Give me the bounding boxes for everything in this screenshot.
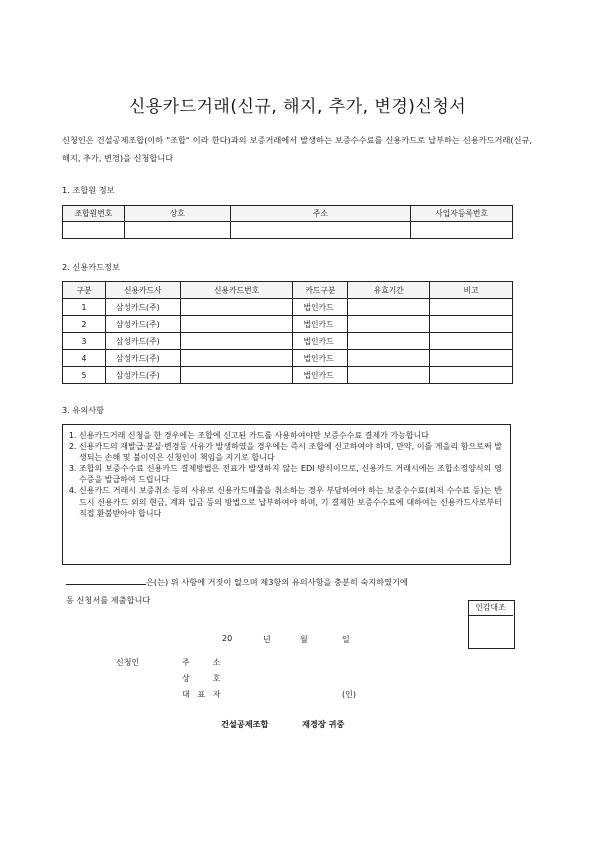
note-item: 1. 신용카드거래 신청을 한 경우에는 조합에 신고된 카드를 사용하여야만 보증수수료 결제가 가능합니다 [79,430,502,441]
header-card-number: 신용카드번호 [180,282,293,299]
business-reg-field[interactable] [411,222,513,239]
section2-heading: 2. 신용카드정보 [62,262,120,272]
section3-heading: 3. 유의사항 [62,405,105,415]
card-company: 삼성카드(주) [105,350,180,367]
remarks-field[interactable] [430,316,513,333]
date-year: 년 [263,635,271,644]
credit-card-table [62,281,513,384]
expiry-field[interactable] [348,350,430,367]
seal-mark: (인) [342,690,356,699]
declaration-line2: 동 신청서를 제출합니다 [66,595,151,605]
header-no: 구분 [63,282,106,299]
table-row [63,299,513,316]
card-number-field[interactable] [180,333,293,350]
row-no: 4 [63,350,106,367]
date-year-prefix: 20 [222,634,233,643]
applicant-name-blank[interactable] [66,575,146,585]
notes-box [62,424,511,565]
expiry-field[interactable] [348,316,430,333]
card-number-field[interactable] [180,299,293,316]
table-row [63,333,513,350]
applicant-company-label: 상 호 [182,674,221,683]
expiry-field[interactable] [348,333,430,350]
card-number-field[interactable] [180,316,293,333]
recipient-org: 건설공제조합 [221,719,269,729]
table-row [63,350,513,367]
applicant-label: 신청인 [116,658,140,667]
row-no: 1 [63,299,106,316]
header-card-type: 카드구분 [293,282,348,299]
header-expiry: 유효기간 [348,282,430,299]
header-card-company: 신용카드사 [105,282,180,299]
member-info-table [62,205,513,239]
header-business-reg-number: 사업자등록번호 [411,206,513,222]
card-number-field[interactable] [180,367,293,384]
note-item: 4. 신용카드 거래시 보증취소 등의 사유로 신용카드매출을 취소하는 경우 부담하여야 하는 보증수수료(최저 수수료 등)는 반드시 신용카드 외의 현금, 계좌 입금 등의 방법으로 납부하여야 하며, 기 결제한 보증수수료에 대하여는 신용카드사로부터 직접 환불받아야 합니다 [79,485,502,518]
header-company: 상호 [124,206,230,222]
header-member-number: 조합원번호 [63,206,125,222]
row-no: 2 [63,316,106,333]
intro-text: 신청인은 건설공제조합(이하 "조합" 이라 한다)과의 보증거래에서 발생하는 보증수수료를 신용카드로 납부하는 신용카드거래(신규, 해지, 추가, 변경)을 신청합니다 [62,135,532,163]
card-type: 법인카드 [293,367,348,384]
date-month: 월 [300,635,308,644]
card-company: 삼성카드(주) [105,367,180,384]
card-company: 삼성카드(주) [105,316,180,333]
card-type: 법인카드 [293,316,348,333]
remarks-field[interactable] [430,299,513,316]
seal-check-label: 인감대조 [468,600,513,616]
expiry-field[interactable] [348,367,430,384]
row-no: 5 [63,367,106,384]
company-field[interactable] [124,222,230,239]
section1-heading: 1. 조합원 정보 [62,185,115,195]
card-type: 법인카드 [293,299,348,316]
declaration-line1: 은(는) 위 사항에 거짓이 없으며 제3항의 유의사항을 충분히 숙지하였기에 [146,577,408,587]
card-company: 삼성카드(주) [105,333,180,350]
remarks-field[interactable] [430,367,513,384]
table-row [63,222,513,239]
table-row [63,316,513,333]
card-type: 법인카드 [293,333,348,350]
row-no: 3 [63,333,106,350]
document-title: 신용카드거래(신규, 해지, 추가, 변경)신청서 [128,97,467,117]
recipient-title: 재경장 귀중 [302,719,345,729]
table-row [63,367,513,384]
remarks-field[interactable] [430,333,513,350]
remarks-field[interactable] [430,350,513,367]
card-number-field[interactable] [180,350,293,367]
applicant-address-label: 주 소 [182,658,221,667]
note-item: 2. 신용카드의 재발급·분실·변경등 사유가 발생하였을 경우에는 즉시 조합에 신고하여야 하며, 만약, 이를 게을리 함으로써 발생되는 손해 및 불이익은 신청인이 책임을 지기로 합니다 [79,441,502,463]
expiry-field[interactable] [348,299,430,316]
address-field[interactable] [230,222,411,239]
card-type: 법인카드 [293,350,348,367]
card-company: 삼성카드(주) [105,299,180,316]
member-number-field[interactable] [63,222,125,239]
date-day: 일 [342,635,350,644]
header-remarks: 비고 [430,282,513,299]
declaration [66,573,536,609]
header-address: 주소 [230,206,411,222]
applicant-ceo-label: 대 표 자 [182,690,221,699]
note-item: 3. 조합의 보증수수료 신용카드 결제방법은 전표가 발생하지 않는 EDI 방식이므로, 신용카드 거래시에는 조합소정양식의 영수증을 발급하여 드립니다 [79,463,502,485]
